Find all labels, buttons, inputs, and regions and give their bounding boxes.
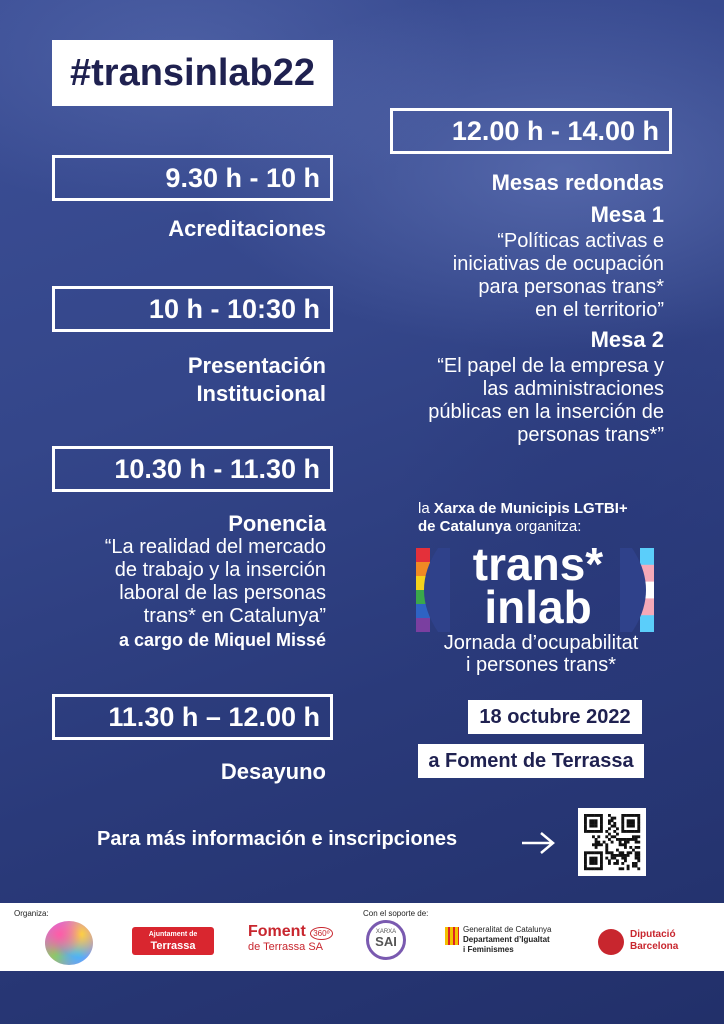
talk-line-4: trans* en Catalunya” — [143, 605, 326, 627]
foment-bottom: de Terrassa SA — [248, 941, 324, 953]
arrow-right-icon — [520, 830, 556, 856]
mesa2-title: Mesa 2 — [590, 327, 664, 352]
event-date: 18 octubre 2022 — [468, 700, 642, 734]
gencat-line-2: Departament d’Igualtat — [463, 935, 550, 944]
time-box-1: 9.30 h - 10 h — [52, 155, 333, 201]
session-title-2-line2: Institucional — [196, 381, 326, 406]
session-title-4: Desayuno — [220, 759, 326, 784]
brand-subtitle-1: Jornada d’ocupabilitat — [443, 632, 639, 654]
diputacio-line-1: Diputació — [630, 929, 676, 940]
brand-subtitle-2: i persones trans* — [465, 654, 617, 676]
diputacio-line-2: Barcelona — [630, 941, 679, 952]
mesa2-line-3: públicas en la inserción de — [428, 401, 664, 423]
gencat-shield-icon — [445, 927, 459, 945]
ajuntament-bottom: Terrassa — [150, 940, 196, 952]
brand-subtitle — [410, 632, 672, 676]
mesa1-title: Mesa 1 — [590, 202, 664, 227]
xarxa-lgtbi-logo — [45, 921, 93, 965]
organiza-label: Organiza: — [14, 909, 49, 918]
transinlab-logo — [412, 538, 658, 633]
session-title-3: Ponencia — [228, 511, 326, 536]
ajuntament-terrassa-logo — [132, 927, 214, 955]
organizer-region: de Catalunya — [418, 518, 512, 535]
xarxa-sai-bottom: SAI — [375, 934, 397, 949]
organizer-text — [418, 500, 678, 536]
xarxa-sai-top: XARXA — [375, 929, 397, 935]
brand-word-1: trans* — [472, 538, 604, 590]
talk-line-3: laboral de las personas — [119, 582, 326, 604]
mesa2-line-1: “El papel de la empresa y — [437, 355, 664, 377]
session-title-1: Acreditaciones — [168, 216, 326, 241]
time-box-4: 11.30 h – 12.00 h — [52, 694, 333, 740]
foment-terrassa-logo — [248, 923, 338, 963]
speaker: a cargo de Miquel Missé — [118, 630, 326, 650]
foment-top: Foment — [248, 923, 306, 940]
brand-word-2: inlab — [484, 581, 592, 633]
roundtables-block — [380, 170, 664, 447]
foment-badge: 360º — [310, 927, 332, 940]
time-box-2: 10 h - 10:30 h — [52, 286, 333, 332]
organizer-post: organitza: — [511, 518, 582, 535]
hashtag-title: #transinlab22 — [52, 40, 333, 106]
organizer-pre: la — [418, 500, 434, 517]
time-box-right: 12.00 h - 14.00 h — [390, 108, 672, 154]
qr-code[interactable] — [578, 808, 646, 876]
xarxa-sai-logo — [366, 920, 406, 960]
roundtables-heading: Mesas redondas — [491, 170, 664, 195]
talk-line-1: “La realidad del mercado — [104, 536, 326, 558]
session-title-2-line1: Presentación — [187, 353, 326, 378]
session-block-3 — [52, 511, 326, 652]
mesa2-line-4: personas trans*” — [517, 424, 664, 446]
soporte-label: Con el soporte de: — [363, 909, 429, 918]
mesa1-line-2: iniciativas de ocupación — [452, 253, 664, 275]
diputacio-logo-text — [630, 929, 678, 953]
mesa1-line-4: en el territorio” — [535, 299, 664, 321]
talk-line-2: de trabajo y la inserción — [114, 559, 326, 581]
rainbow-bracket-icon — [416, 548, 450, 632]
gencat-line-1: Generalitat de Catalunya — [463, 925, 552, 934]
mesa2-line-2: las administraciones — [482, 378, 664, 400]
gencat-line-3: i Feminismes — [463, 945, 514, 954]
more-info-text: Para más información e inscripciones — [97, 828, 458, 850]
sponsor-footer — [0, 903, 724, 971]
diputacio-icon — [598, 929, 624, 955]
mesa1-line-3: para personas trans* — [478, 276, 664, 298]
organizer-network: Xarxa de Municipis LGTBI+ — [433, 500, 628, 517]
gencat-logo-text — [463, 925, 552, 955]
session-title-2 — [52, 352, 326, 408]
mesa1-line-1: “Políticas activas e — [497, 230, 664, 252]
event-venue: a Foment de Terrassa — [418, 744, 644, 778]
ajuntament-top: Ajuntament de — [148, 931, 198, 938]
trans-bracket-icon — [620, 548, 654, 632]
time-box-3: 10.30 h - 11.30 h — [52, 446, 333, 492]
